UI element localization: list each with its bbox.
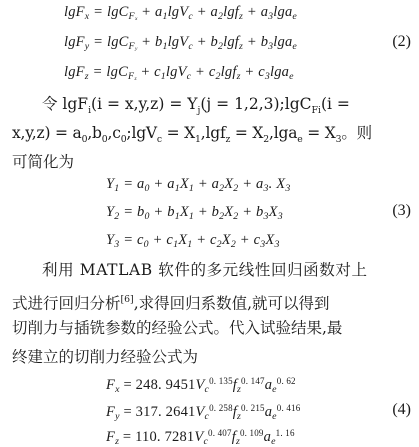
equation-4-line-1: $F_x = 248$. $9451V_c^{0. 135}f_z^{0. 147}a_e^{0. 62}$ bbox=[106, 376, 296, 395]
equation-4-number: (4) bbox=[392, 401, 411, 418]
equation-3-line-1: $Y_1 = a_0 + a_1X_1 + a_2X_2 + a_3$. $X_3$ bbox=[106, 176, 291, 194]
citation-reference: [6] bbox=[120, 294, 134, 305]
equation-4-line-2: $F_y = 317$. $2641V_c^{0. 258}f_z^{0. 215}a_e^{0. 416}$ bbox=[106, 403, 301, 422]
equation-2-line-2: $\lg F_y = \lg C_{Fy} + b_1\lg V_c + b_2\lg f_z + b_3\lg a_e$ bbox=[64, 34, 297, 53]
paragraph-regression-line-1: 利用 MATLAB 软件的多元线性回归函数对上 bbox=[42, 261, 368, 279]
paragraph-substitution-line-3: 可简化为 bbox=[12, 153, 75, 171]
equation-3-line-3: $Y_3 = c_0 + c_1X_1 + c_2X_2 + c_3X_3$ bbox=[106, 232, 280, 250]
equation-3-line-2: $Y_2 = b_0 + b_1X_1 + b_2X_2 + b_3X_3$ bbox=[106, 204, 283, 222]
paragraph-regression-line-3: 切削力与插铣参数的经验公式。代入试验结果,最 bbox=[12, 319, 343, 337]
equation-2-line-3: $\lg F_z = \lg C_{Fz} + c_1\lg V_c + c_2\lg f_z + c_3\lg a_e$ bbox=[64, 64, 294, 83]
equation-3-number: (3) bbox=[392, 202, 411, 219]
paragraph-substitution-line-1: 令 $\lg F_i(i = x,y,z) = Y_j(j$ = 1,2,3);lgC$_{Fi}$(i = bbox=[42, 95, 350, 117]
equation-4-line-3: $F_z = 110$. $7281V_c^{0. 407}f_z^{0. 109}a_e^{1. 16}$ bbox=[106, 428, 295, 447]
paragraph-regression-line-2: 式进行回归分析[6],求得回归系数值,就可以得到 bbox=[12, 294, 330, 313]
paragraph-substitution-line-2: $x,y,z) = a_0,b_0,c_0;\lg V_c = X_1,\lg f_z = X_2,\lg a_e = X_3$。则 bbox=[12, 124, 372, 146]
paragraph-regression-line-4: 终建立的切削力经验公式为 bbox=[12, 348, 199, 366]
equation-2-line-1: $\lg F_x = \lg C_{Fx} + a_1\lg V_c + a_2\lg f_z + a_3\lg a_e$ bbox=[64, 4, 297, 23]
equation-2-number: (2) bbox=[392, 33, 411, 50]
